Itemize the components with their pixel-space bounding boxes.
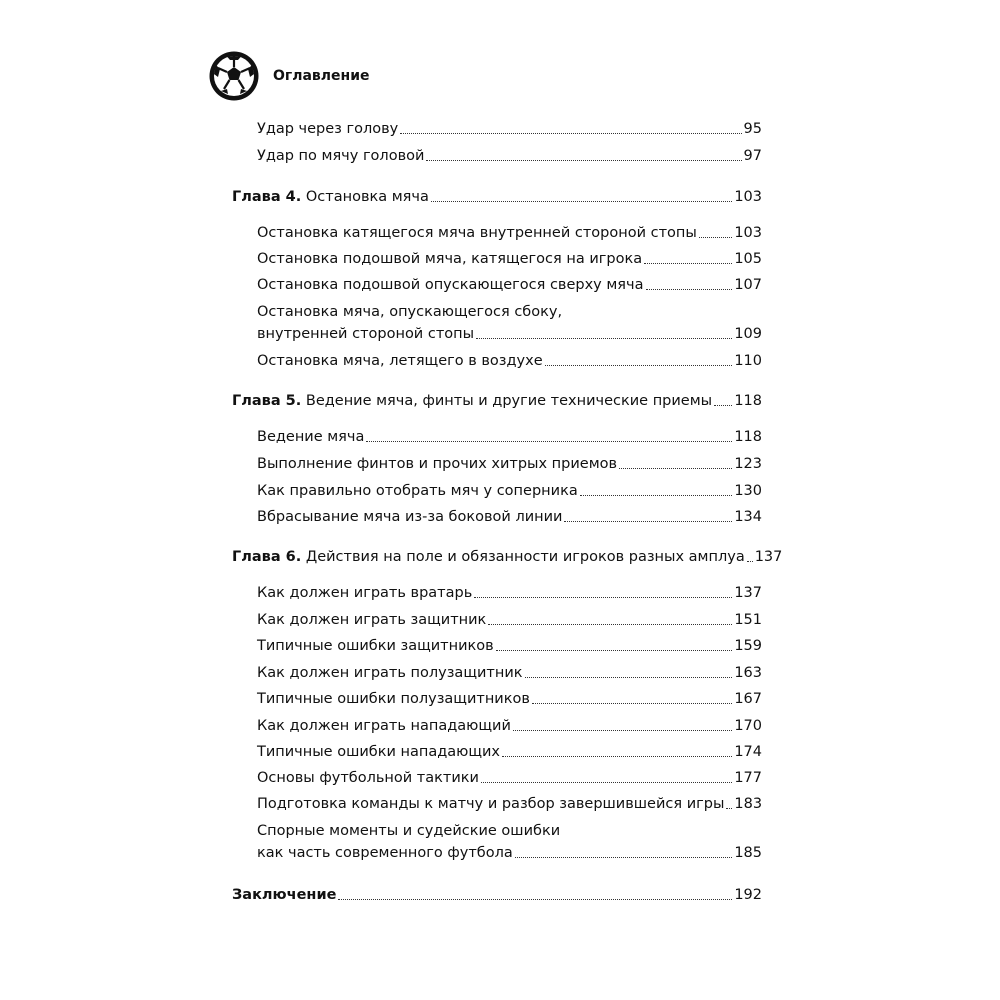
toc-page-number: 103 xyxy=(734,225,762,241)
dot-leader xyxy=(513,729,732,731)
toc-entry[interactable] xyxy=(257,301,762,345)
toc-conclusion[interactable] xyxy=(232,884,762,906)
toc-page-number: 159 xyxy=(734,638,762,654)
dot-leader xyxy=(488,623,732,625)
dot-leader xyxy=(338,898,732,900)
dot-leader xyxy=(619,467,732,469)
toc-entry[interactable] xyxy=(257,662,762,684)
toc-entry-title: Ведение мяча xyxy=(257,429,365,445)
toc-entry[interactable] xyxy=(257,506,762,528)
dot-leader xyxy=(525,676,733,678)
toc-entry[interactable] xyxy=(257,635,762,657)
toc-entry[interactable] xyxy=(257,688,762,710)
toc-entry[interactable] xyxy=(257,248,762,270)
toc-entry[interactable] xyxy=(257,350,762,372)
toc-page-number: 177 xyxy=(734,770,762,786)
toc-page-number: 185 xyxy=(734,845,762,861)
toc-entry[interactable] xyxy=(257,480,762,502)
toc-entry-title: Ведение мяча, финты и другие технические приемы xyxy=(305,393,713,409)
toc-entry[interactable] xyxy=(257,426,762,448)
toc-entry-title: Типичные ошибки нападающих xyxy=(257,744,501,760)
toc-entry[interactable] xyxy=(257,453,762,475)
toc-entry-title: Удар по мячу головой xyxy=(257,148,425,164)
toc-entry[interactable] xyxy=(257,274,762,296)
toc-entry[interactable] xyxy=(257,222,762,244)
toc-page-number: 123 xyxy=(734,456,762,472)
toc-page-number: 105 xyxy=(734,251,762,267)
dot-leader xyxy=(646,288,733,290)
dot-leader xyxy=(426,159,741,161)
toc-entry-title-line1: Остановка мяча, опускающегося сбоку, xyxy=(257,304,563,320)
toc-entry[interactable] xyxy=(257,609,762,631)
dot-leader xyxy=(481,781,732,783)
toc-page-number: 103 xyxy=(734,189,762,205)
toc-page-number: 151 xyxy=(734,612,762,628)
toc-entry-title: Основы футбольной тактики xyxy=(257,770,479,786)
toc-entry-title: Как должен играть нападающий xyxy=(257,718,511,734)
toc-entry[interactable] xyxy=(257,741,762,763)
toc-entry-title: Типичные ошибки полузащитников xyxy=(257,691,530,707)
toc-entry-title: Действия на поле и обязанности игроков разных амплуа xyxy=(305,549,745,565)
dot-leader xyxy=(400,132,741,134)
toc-entry[interactable] xyxy=(257,793,762,815)
toc-entry[interactable] xyxy=(257,820,762,864)
toc-page-number: 170 xyxy=(734,718,762,734)
dot-leader xyxy=(714,404,732,406)
toc-entry-title: Заключение xyxy=(232,887,337,903)
dot-leader xyxy=(366,440,732,442)
dot-leader xyxy=(431,200,732,202)
dot-leader xyxy=(474,596,732,598)
toc-entry-title: Остановка подошвой мяча, катящегося на игрока xyxy=(257,251,643,267)
toc-page-number: 163 xyxy=(734,665,762,681)
toc-entry-title: Остановка мяча, летящего в воздухе xyxy=(257,353,543,369)
dot-leader xyxy=(699,236,732,238)
toc-entry[interactable] xyxy=(257,715,762,737)
toc-entry-title: Остановка мяча xyxy=(305,189,429,205)
dot-leader xyxy=(496,649,733,651)
dot-leader xyxy=(502,755,732,757)
toc-entry[interactable] xyxy=(257,582,762,604)
toc-entry[interactable] xyxy=(257,767,762,789)
toc-page-number: 174 xyxy=(734,744,762,760)
dot-leader xyxy=(532,702,732,704)
toc-chapter[interactable] xyxy=(232,186,762,208)
toc-page-number: 167 xyxy=(734,691,762,707)
toc-page-number: 95 xyxy=(743,121,762,137)
page-header xyxy=(208,48,370,104)
toc-entry-title: Как правильно отобрать мяч у соперника xyxy=(257,483,578,499)
toc-page-number: 110 xyxy=(734,353,762,369)
toc-entry-title: Остановка подошвой опускающегося сверху мяча xyxy=(257,277,644,293)
toc-chapter[interactable] xyxy=(232,546,783,568)
toc-page-number: 109 xyxy=(734,326,762,342)
dot-leader xyxy=(726,807,732,809)
toc-page-number: 97 xyxy=(743,148,762,164)
chapter-label: Глава 5. xyxy=(232,393,302,409)
dot-leader xyxy=(580,494,733,496)
toc-entry-title: Подготовка команды к матчу и разбор завершившейся игры xyxy=(257,796,725,812)
toc-page-number: 134 xyxy=(734,509,762,525)
toc-entry-title-line1: Спорные моменты и судейские ошибки xyxy=(257,823,561,839)
toc-entry-title-line2: внутренней стороной стопы xyxy=(257,326,475,342)
toc-entry-title: Как должен играть защитник xyxy=(257,612,487,628)
toc-entry-title: Как должен играть вратарь xyxy=(257,585,473,601)
toc-entry-title: Удар через голову xyxy=(257,121,399,137)
toc-page-number: 137 xyxy=(754,549,783,565)
dot-leader xyxy=(515,856,733,858)
dot-leader xyxy=(747,560,753,562)
dot-leader xyxy=(644,262,732,264)
toc-page-number: 130 xyxy=(734,483,762,499)
dot-leader xyxy=(545,364,733,366)
dot-leader xyxy=(564,520,732,522)
toc-page-number: 183 xyxy=(734,796,763,812)
toc-entry-title: Типичные ошибки защитников xyxy=(257,638,494,654)
toc-page-number: 118 xyxy=(734,393,762,409)
toc-entry[interactable] xyxy=(257,118,762,140)
toc-page-number: 107 xyxy=(734,277,762,293)
soccer-ball-icon xyxy=(208,50,260,102)
toc-entry-title: Выполнение финтов и прочих хитрых приемов xyxy=(257,456,618,472)
chapter-label: Глава 6. xyxy=(232,549,302,565)
toc-entry-title: Как должен играть полузащитник xyxy=(257,665,523,681)
dot-leader xyxy=(476,337,732,339)
toc-entry[interactable] xyxy=(257,145,762,167)
toc-chapter[interactable] xyxy=(232,390,762,412)
toc-entry-title: Вбрасывание мяча из-за боковой линии xyxy=(257,509,563,525)
chapter-label: Глава 4. xyxy=(232,189,302,205)
toc-page-number: 137 xyxy=(734,585,762,601)
header-title: Оглавление xyxy=(273,68,370,84)
toc-entry-title: Остановка катящегося мяча внутренней стороной стопы xyxy=(257,225,697,241)
toc-page-number: 192 xyxy=(734,887,762,903)
toc-entry-title-line2: как часть современного футбола xyxy=(257,845,513,861)
toc-page-number: 118 xyxy=(734,429,762,445)
